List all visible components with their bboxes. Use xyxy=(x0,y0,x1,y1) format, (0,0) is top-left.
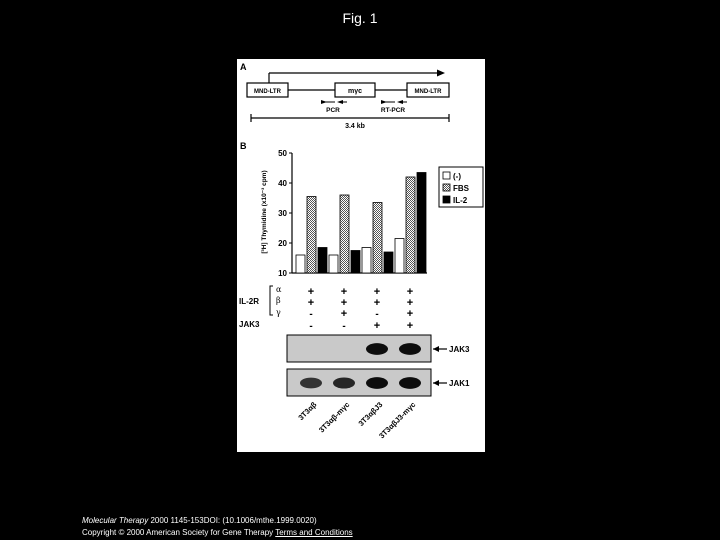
bar-fbs-group-3 xyxy=(373,203,382,274)
cell-line-label: 3T3αβ-mγc xyxy=(317,400,352,435)
y-axis-label: [³H] Thymidine (x10⁻³ cpm) xyxy=(261,170,268,254)
condition-cell: - xyxy=(309,309,313,320)
bar-none-group-4 xyxy=(395,239,404,274)
legend-label: IL-2 xyxy=(453,196,468,205)
condition-cell: + xyxy=(307,297,315,309)
bar-il-2-group-4 xyxy=(417,173,426,274)
panel-b-label: B xyxy=(240,141,247,151)
band-jak3-lane-3 xyxy=(366,343,388,355)
journal-name: Molecular Therapy xyxy=(82,516,149,525)
cell-line-label: 3T3αβJ3-mγc xyxy=(377,400,418,441)
bar-il-2-group-1 xyxy=(318,248,327,274)
blot-label: JAK1 xyxy=(449,379,470,388)
y-tick-label: 50 xyxy=(278,149,287,158)
condition-cell: - xyxy=(309,321,313,332)
band-jak1-lane-1 xyxy=(300,378,322,389)
cell-line-label: 3T3αβ xyxy=(296,400,319,423)
condition-cell: + xyxy=(340,297,348,309)
legend-swatch xyxy=(443,196,450,203)
blot-arrowhead xyxy=(433,380,439,386)
condition-cell: - xyxy=(375,309,379,320)
y-tick-label: 40 xyxy=(278,179,287,188)
blot-label: JAK3 xyxy=(449,345,470,354)
condition-cell: + xyxy=(340,286,348,298)
y-tick-label: 10 xyxy=(278,269,287,278)
cell-line-labels xyxy=(296,400,417,441)
condition-cell: + xyxy=(307,286,315,298)
slide-title: Fig. 1 xyxy=(342,10,378,26)
footer xyxy=(82,515,353,539)
condition-cell: + xyxy=(406,308,414,320)
condition-cell: + xyxy=(406,286,414,298)
legend-swatch xyxy=(443,184,450,191)
band-jak1-lane-4 xyxy=(399,377,421,389)
gamma-label: γ xyxy=(276,308,281,317)
mgc-box-label: mγc xyxy=(347,88,363,95)
bar-fbs-group-1 xyxy=(307,197,316,274)
panel-a-label: A xyxy=(240,62,247,72)
condition-cell: + xyxy=(406,320,414,332)
pcr-label: PCR xyxy=(326,107,340,114)
band-jak1-lane-2 xyxy=(333,377,355,388)
condition-cell: + xyxy=(373,320,381,332)
cell-line-label: 3T3αβJ3 xyxy=(356,400,385,428)
alpha-label: α xyxy=(276,285,282,294)
bar-fbs-group-4 xyxy=(406,177,415,273)
western-blots xyxy=(287,335,470,396)
bar-fbs-group-2 xyxy=(340,195,349,273)
transcript-arrowhead xyxy=(437,70,445,77)
band-jak3-lane-4 xyxy=(399,343,421,355)
figure-panel xyxy=(237,59,485,452)
band-jak1-lane-3 xyxy=(366,377,388,389)
bar-chart xyxy=(278,149,427,278)
il2r-label: IL-2R xyxy=(239,297,259,306)
footer-copyright-line xyxy=(82,527,353,539)
bar-il-2-group-3 xyxy=(384,252,393,273)
beta-label: β xyxy=(276,296,281,305)
blot-arrowhead xyxy=(433,346,439,352)
condition-cell: + xyxy=(406,297,414,309)
bar-none-group-1 xyxy=(296,255,305,273)
legend-label: (-) xyxy=(453,172,461,181)
y-tick-label: 30 xyxy=(278,209,287,218)
length-label: 3.4 kb xyxy=(345,123,365,130)
terms-link[interactable]: Terms and Conditions xyxy=(275,528,353,537)
legend-swatch xyxy=(443,172,450,179)
condition-cell: + xyxy=(373,297,381,309)
y-tick-label: 20 xyxy=(278,239,287,248)
ltr-box-right-label: MND-LTR xyxy=(414,89,442,95)
bar-none-group-3 xyxy=(362,248,371,274)
citation-text: 2000 1145-153DOI: (10.1006/mthe.1999.0020) xyxy=(148,516,317,525)
conditions-grid xyxy=(308,286,413,332)
bar-il-2-group-2 xyxy=(351,251,360,274)
condition-cell: - xyxy=(342,321,346,332)
legend-label: FBS xyxy=(453,184,469,193)
rtpcr-label: RT-PCR xyxy=(380,107,406,114)
ltr-box-left-label: MND-LTR xyxy=(254,89,281,95)
chart-legend xyxy=(439,167,483,207)
il2r-bracket xyxy=(270,286,273,315)
copyright-text: Copyright © 2000 American Society for Gene Therapy xyxy=(82,528,274,537)
footer-citation-line xyxy=(82,515,353,527)
condition-cell: + xyxy=(340,308,348,320)
condition-cell: + xyxy=(373,286,381,298)
jak3-label: JAK3 xyxy=(239,320,260,329)
bar-none-group-2 xyxy=(329,255,338,273)
